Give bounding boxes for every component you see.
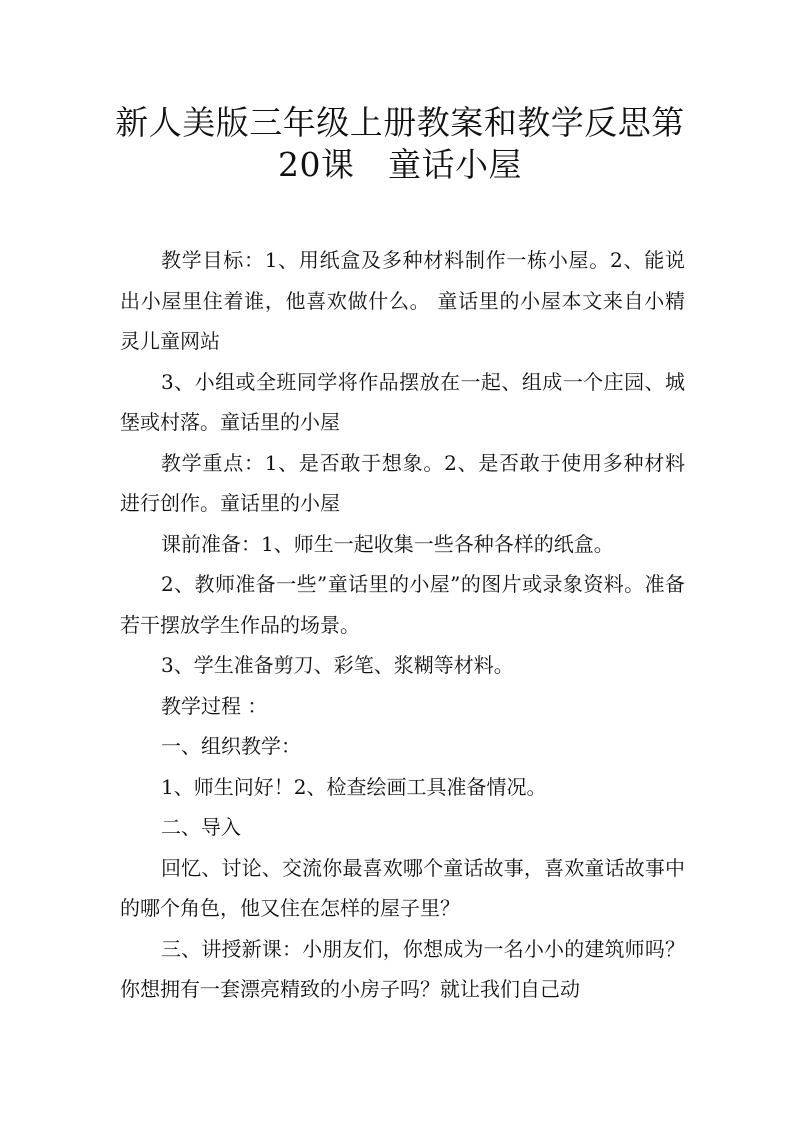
paragraph-section-1-body: 1、师生问好！2、检查绘画工具准备情况。 xyxy=(161,774,547,799)
paragraph-section-2-heading: 二、导入 xyxy=(161,815,241,839)
document-title-line-1: 新人美版三年级上册教案和教学反思第 xyxy=(115,103,685,142)
paragraph-preparation-3: 3、学生准备剪刀、彩笔、浆糊等材料。 xyxy=(161,653,514,677)
paragraph-process-heading: 教学过程 ： xyxy=(161,693,268,718)
paragraph-objective-3: 3、小组或全班同学将作品摆放在一起、组成一个庄园、城堡或村落。童话里的小屋 xyxy=(120,369,685,434)
paragraph-objectives: 教学目标：1、用纸盒及多种材料制作一栋小屋。2、能说出小屋里住着谁，他喜欢做什么。 童话里的小屋本文来自小精灵儿童网站 xyxy=(120,248,685,353)
paragraph-key-points: 教学重点：1、是否敢于想象。2、是否敢于使用多种材料进行创作。童话里的小屋 xyxy=(120,450,685,515)
paragraph-section-1-heading: 一、组织教学： xyxy=(161,734,301,758)
paragraph-section-2-body: 回忆、讨论、交流你最喜欢哪个童话故事，喜欢童话故事中的哪个角色，他又住在怎样的屋子里？ xyxy=(120,855,685,920)
paragraph-section-3-body: 三、讲授新课：小朋友们，你想成为一名小小的建筑师吗？你想拥有一套漂亮精致的小房子吗？就让我们自己动 xyxy=(120,936,685,1001)
paragraph-preparation: 课前准备：1、师生一起收集一些各种各样的纸盒。 xyxy=(161,531,614,556)
document-body xyxy=(120,240,685,1010)
paragraph-preparation-2: 2、教师准备一些”童话里的小屋”的图片或录象资料。准备若干摆放学生作品的场景。 xyxy=(120,572,685,637)
document-title-line-2: 20课 童话小屋 xyxy=(278,145,522,184)
